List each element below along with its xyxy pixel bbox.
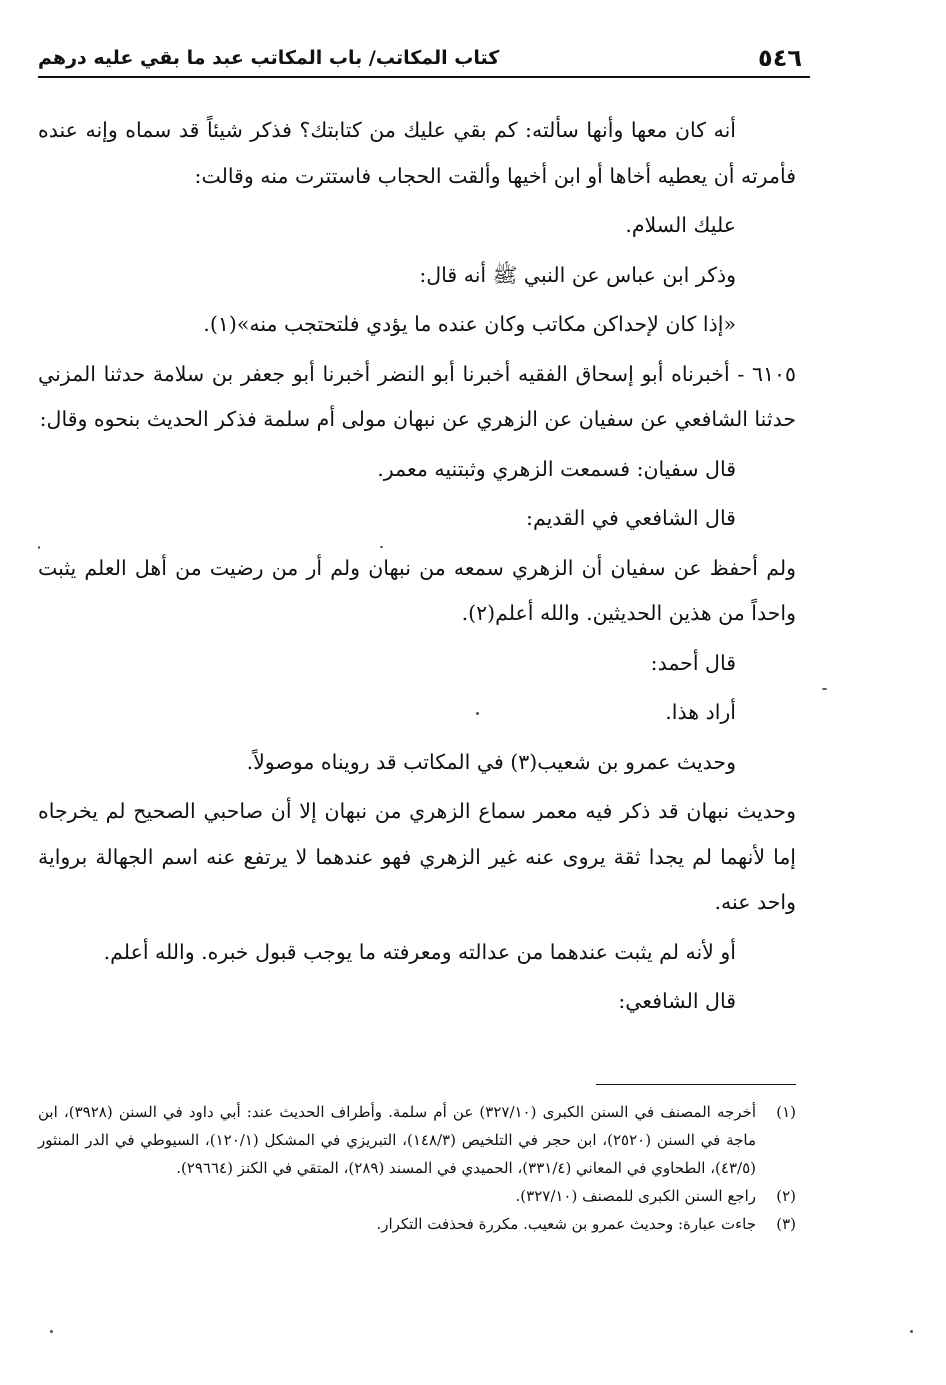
footnote-number: (٢) [776,1187,796,1205]
page-header [38,40,810,78]
scan-speck [50,1330,53,1333]
main-text [38,108,796,1029]
paragraph: أو لأنه لم يثبت عندهما من عدالته ومعرفته ما يوجب قبول خبره. والله أعلم. [103,939,736,964]
footnote-separator [596,1084,796,1085]
paragraph: عليك السلام. [625,213,736,237]
paragraph: أراد هذا. [665,700,736,724]
page-number: ٥٤٦ [758,44,802,72]
footnote-text: أخرجه المصنف في السنن الكبرى (٣٢٧/١٠) عن أم سلمة. وأطراف الحديث عند: أبي داود في السنن (٣٩٢٨)، ابن ماجة في السنن (٢٥٢٠)، ابن حجر في التلخيص (١٤٨/٣)، التبريزي في المشكل (١٢٠/١)، السيوطي في الدر المنثور (٤٣/٥)، الطحاوي في المعاني (٣٣١/٤)، الحميدي في المسند (٢٨٩)، المتقي في الكنز (٢٩٦٦٤). [38,1103,757,1177]
footnotes [38,1098,796,1238]
footnote-text: جاءت عبارة: وحديث عمرو بن شعيب. مكررة فحذفت التكرار. [376,1215,756,1233]
paragraph: قال سفيان: فسمعت الزهري وثبتنيه معمر. [377,456,736,481]
paragraph: وذكر ابن عباس عن النبي ﷺ أنه قال: [419,262,736,287]
paragraph: «إذا كان لإحداكن مكاتب وكان عنده ما يؤدي فلتحتجب منه»(١). [203,312,736,336]
footnote [38,1098,796,1182]
paragraph: قال الشافعي في القديم: [526,506,736,530]
scan-speck [822,688,827,690]
footnote-number: (١) [776,1103,796,1121]
footnote-text: راجع السنن الكبرى للمصنف (٣٢٧/١٠). [515,1187,756,1205]
scan-speck [910,1330,913,1333]
running-title: كتاب المكاتب/ باب المكاتب عبد ما بقي عليه درهم [38,47,500,69]
paragraph: قال أحمد: [650,650,736,675]
footnote [38,1182,796,1210]
scan-speck [476,712,479,715]
scan-speck [380,546,383,548]
paragraph: وحديث نبهان قد ذكر فيه معمر سماع الزهري من نبهان إلا أن صاحبي الصحيح لم يخرجاه إما لأنهما لم يجدا ثقة يروى عنه غير الزهري فهو عندهما لا يرتفع عنه اسم الجهالة برواية واحد عنه. [38,799,796,914]
paragraph: ٦١٠٥ - أخبرناه أبو إسحاق الفقيه أخبرنا أبو النضر أخبرنا أبو جعفر بن سلامة حدثنا المزني حدثنا الشافعي عن سفيان عن الزهري عن نبهان مولى أم سلمة فذكر الحديث بنحوه وقال: [38,361,796,431]
scan-speck [38,546,40,549]
paragraph: وحديث عمرو بن شعيب(٣) في المكاتب قد رويناه موصولاً. [246,749,736,774]
paragraph: أنه كان معها وأنها سألته: كم بقي عليك من كتابتك؟ فذكر شيئاً قد سماه وإنه عنده فأمرته أن يعطيه أخاها أو ابن أخيها وألقت الحجاب فاستترت منه وقالت: [38,118,796,188]
paragraph: قال الشافعي: [618,989,736,1013]
footnote [38,1210,796,1238]
paragraph: ولم أحفظ عن سفيان أن الزهري سمعه من نبهان ولم أر من رضيت من أهل العلم يثبت واحداً من هذين الحديثين. والله أعلم(٢). [38,555,796,625]
footnote-number: (٣) [776,1215,796,1233]
